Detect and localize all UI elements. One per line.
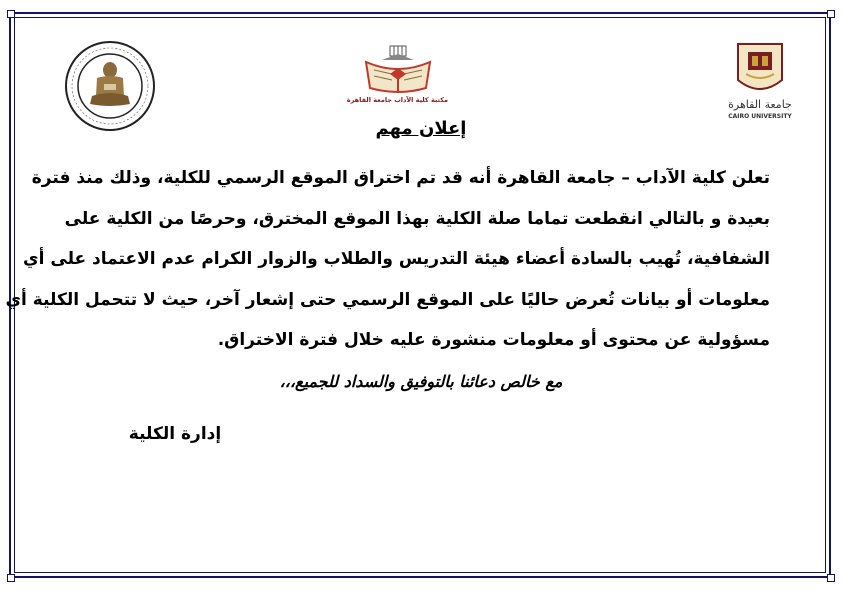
announcement-body [5,158,770,361]
university-name-arabic: جامعة القاهرة [728,98,792,111]
announcement-title: إعلان مهم [375,118,467,139]
border-corner [827,10,835,18]
body-line: مسؤولية عن محتوى أو معلومات منشورة عليه خلال فترة الاختراق. [217,330,770,350]
signature: إدارة الكلية [128,424,222,444]
body-line: الشفافية، تُهيب بالسادة أعضاء هيئة التدريس والطلاب والزوار الكرام عدم الاعتماد على أي [23,249,770,269]
closing-line: مع خالص دعائنا بالتوفيق والسداد للجميع،،، [279,372,563,391]
university-name-english: CAIRO UNIVERSITY [728,113,792,120]
emblem-caption: مكتبة كلية الآداب جامعة القاهرة [346,96,448,104]
faculty-emblem-logo [346,40,448,110]
border-corner [827,574,835,582]
body-line: معلومات أو بيانات تُعرض حاليًا على الموقع الرسمي حتى إشعار آخر، حيث لا تتحمل الكلية أي [5,289,770,310]
body-line: بعيدة و بالتالي انقطعت تماما صلة الكلية بهذا الموقع المخترق، وحرصًا من الكلية على [64,208,770,229]
border-corner [7,574,15,582]
body-line: تعلن كلية الآداب – جامعة القاهرة أنه قد تم اختراق الموقع الرسمي للكلية، وذلك منذ فترة [31,168,770,188]
border-corner [7,10,15,18]
cairo-university-logo [718,40,802,122]
